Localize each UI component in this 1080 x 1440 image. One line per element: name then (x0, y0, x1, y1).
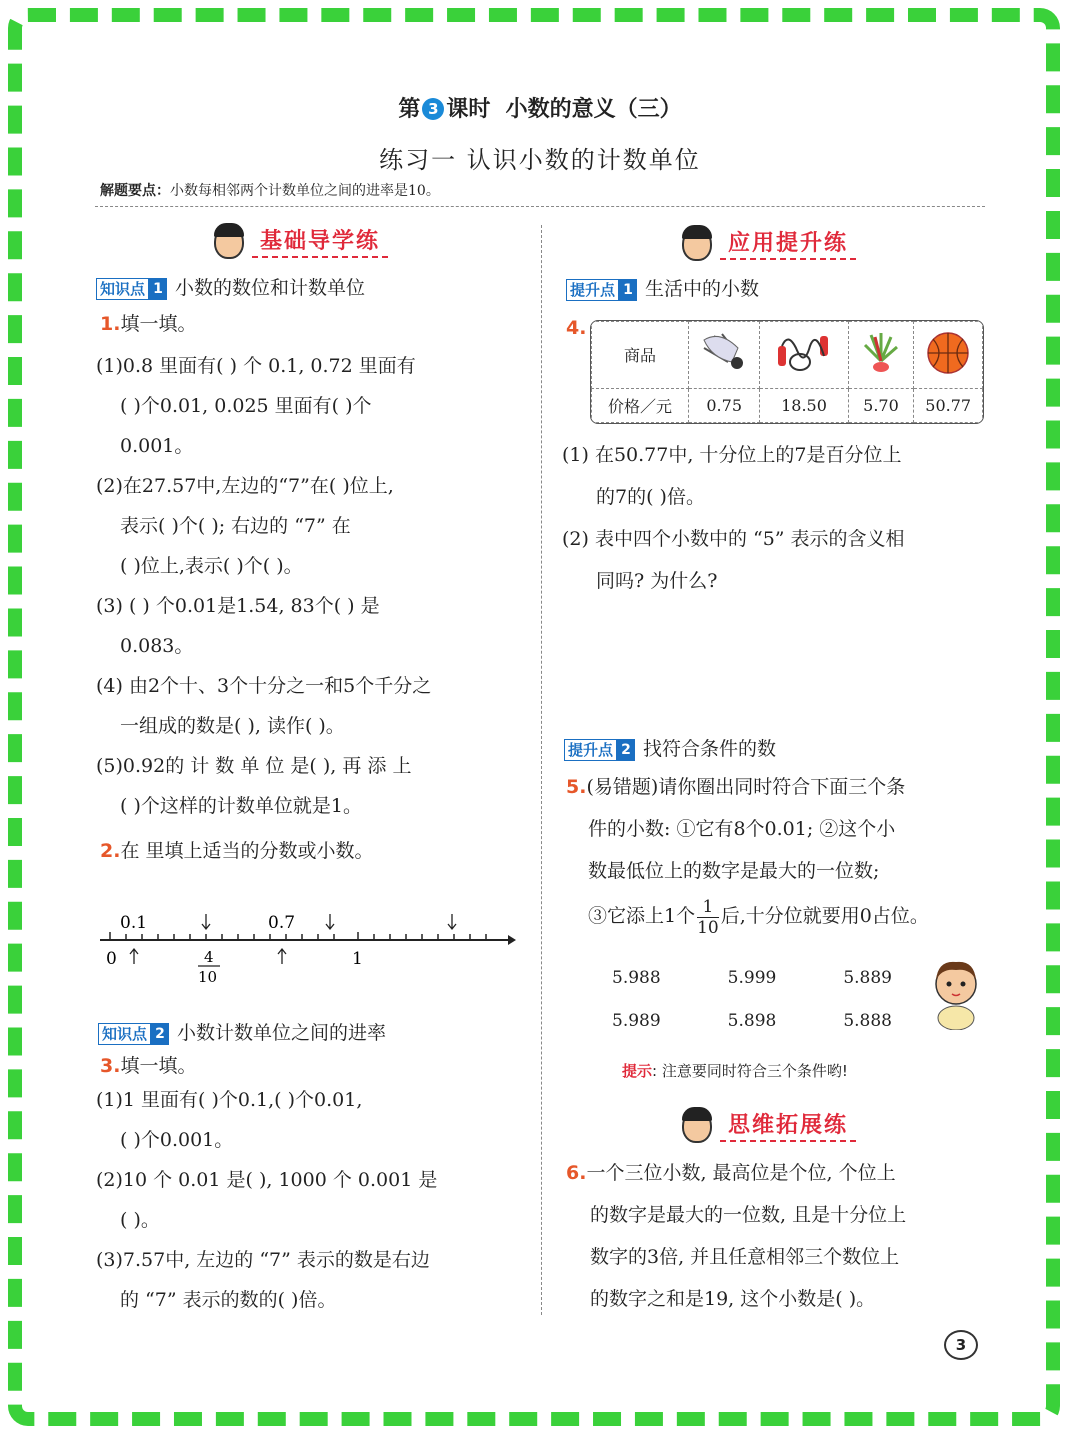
q1-line: ( )位上,表示( )个( )。 (120, 555, 303, 577)
q5-line: 件的小数: ①它有8个0.01; ②这个小 (588, 818, 896, 840)
option[interactable]: 5.898 (727, 1011, 777, 1031)
q3-line: (3)7.57中, 左边的 “7” 表示的数是右边 (96, 1249, 430, 1271)
q1-line: (5)0.92的 计 数 单 位 是( ), 再 添 上 (96, 755, 412, 777)
q4-number: 4. (566, 317, 587, 339)
option[interactable]: 5.889 (843, 968, 892, 988)
section-application-practice: 应用提升练 (682, 226, 856, 261)
q3-heading: 3.填一填。 (100, 1055, 197, 1077)
hint: 提示: 注意要同时符合三个条件哟! (622, 1062, 848, 1080)
hint-label: 提示 (622, 1062, 653, 1080)
exercise-title: 练习一 认识小数的计数单位 (379, 146, 701, 174)
nl-fraction-num: 4 (204, 948, 214, 966)
q4-line: 的7的( )倍。 (596, 486, 705, 508)
improvement-point-1: 提升点 1 生活中的小数 (566, 274, 759, 301)
q4-line: 同吗? 为什么? (596, 570, 718, 592)
q6-body: 6.一个三位小数, 最高位是个位, 个位上 的数字是最大的一位数, 且是十分位上 数字的3倍, 并且任意相邻三个数位上 的数字之和是19, 这个小数是( )。 (566, 1152, 996, 1320)
price-cell: 18.50 (760, 388, 848, 422)
q1-line: (2)在27.57中,左边的“7”在( )位上, (96, 475, 394, 497)
q1-line: 表示( )个( ); 右边的 “7” 在 (120, 515, 351, 537)
q5-line: (易错题)请你圈出同时符合下面三个条 (586, 776, 906, 798)
option[interactable]: 5.988 (612, 968, 661, 988)
knowledge-point-1: 知识点 1 小数的数位和计数单位 (96, 273, 365, 300)
goods-table (590, 320, 984, 424)
student-avatar-icon (682, 227, 712, 261)
student-avatar-icon (214, 225, 244, 259)
option[interactable]: 5.999 (727, 968, 777, 988)
q1-line: (3) ( ) 个0.01是1.54, 83个( ) 是 (96, 595, 380, 617)
q5-line: 数最低位上的数字是最大的一位数; (588, 860, 880, 882)
solving-tip: 解题要点：小数每相邻两个计数单位之间的进率是10。 (100, 183, 440, 199)
column-divider (541, 225, 542, 1315)
jump-rope-icon (760, 322, 848, 389)
option[interactable]: 5.989 (612, 1011, 661, 1031)
q1-body (96, 346, 526, 826)
q4-line: (2) 表中四个小数中的 “5” 表示的含义相 (562, 528, 905, 550)
q5-condition-3: ③它添上1个 $\frac{1}{10}$ 后,十分位就要用0占位。 (588, 896, 929, 938)
price-row-label: 价格／元 (592, 388, 689, 422)
q2-heading: 2.在 里填上适当的分数或小数。 (100, 840, 374, 862)
q3-line: 的 “7” 表示的数的( )倍。 (120, 1289, 337, 1311)
lesson-number-badge: 3 (422, 98, 444, 120)
knowledge-point-2: 知识点 2 小数计数单位之间的进率 (98, 1018, 386, 1045)
q1-heading: 1.填一填。 (100, 313, 197, 335)
q3-line: ( )个0.001。 (120, 1129, 234, 1151)
q3-line: (2)10 个 0.01 是( ), 1000 个 0.001 是 (96, 1169, 438, 1191)
q5-body: 5.(易错题)请你圈出同时符合下面三个条 件的小数: ①它有8个0.01; ②这个小 数最低位上的数字是最大的一位数; ③它添上1个 $\frac{1}{10}$ 后,十分位就要用0占位。 (566, 766, 996, 940)
q6-line: 一个三位小数, 最高位是个位, 个位上 (586, 1162, 896, 1184)
q1-line: ( )个这样的计数单位就是1。 (120, 795, 362, 817)
feather-toy-icon (848, 322, 914, 389)
option[interactable]: 5.888 (843, 1011, 892, 1031)
q1-line: 一组成的数是( ), 读作( )。 (120, 715, 345, 737)
q1-line: (1)0.8 里面有( ) 个 0.1, 0.72 里面有 (96, 355, 416, 377)
q1-line: 0.083。 (120, 635, 194, 657)
price-cell: 50.77 (914, 388, 983, 422)
q3-line: (1)1 里面有( )个0.1,( )个0.01, (96, 1089, 363, 1111)
q6-line: 的数字是最大的一位数, 且是十分位上 (590, 1204, 907, 1226)
student-avatar-icon (682, 1109, 712, 1143)
page-number: 3 (944, 1330, 978, 1360)
section-thinking-extension: 思维拓展练 (682, 1108, 856, 1143)
goods-row-label: 商品 (592, 322, 689, 389)
nl-fraction-den: 10 (198, 968, 218, 986)
nl-label-bottom: 1 (352, 949, 363, 969)
number-line (96, 902, 516, 986)
q5-options (612, 958, 912, 1044)
q6-line: 数字的3倍, 并且任意相邻三个数位上 (590, 1246, 900, 1268)
shuttlecock-icon (689, 322, 760, 389)
header-divider (95, 206, 985, 207)
q6-line: 的数字之和是19, 这个小数是( )。 (590, 1288, 876, 1310)
q3-line: ( )。 (120, 1209, 160, 1231)
nl-label-top: 0.1 (120, 913, 148, 933)
section-basic-practice: 基础导学练 (214, 224, 388, 259)
q1-line: ( )个0.01, 0.025 里面有( )个 (120, 395, 372, 417)
basketball-icon (914, 322, 983, 389)
thinking-boy-icon (926, 950, 990, 1030)
q4-body (562, 434, 992, 602)
nl-label-top: 0.7 (268, 913, 296, 933)
q3-body (96, 1080, 526, 1320)
q4-line: (1) 在50.77中, 十分位上的7是百分位上 (562, 444, 902, 466)
q1-line: (4) 由2个十、3个十分之一和5个千分之 (96, 675, 432, 697)
improvement-point-2: 提升点 2 找符合条件的数 (564, 734, 776, 761)
price-cell: 5.70 (848, 388, 914, 422)
price-cell: 0.75 (689, 388, 760, 422)
q1-line: 0.001。 (120, 435, 194, 457)
nl-label-bottom: 0 (106, 949, 117, 969)
lesson-title: 第 3 课时 小数的意义（三） (398, 97, 682, 122)
